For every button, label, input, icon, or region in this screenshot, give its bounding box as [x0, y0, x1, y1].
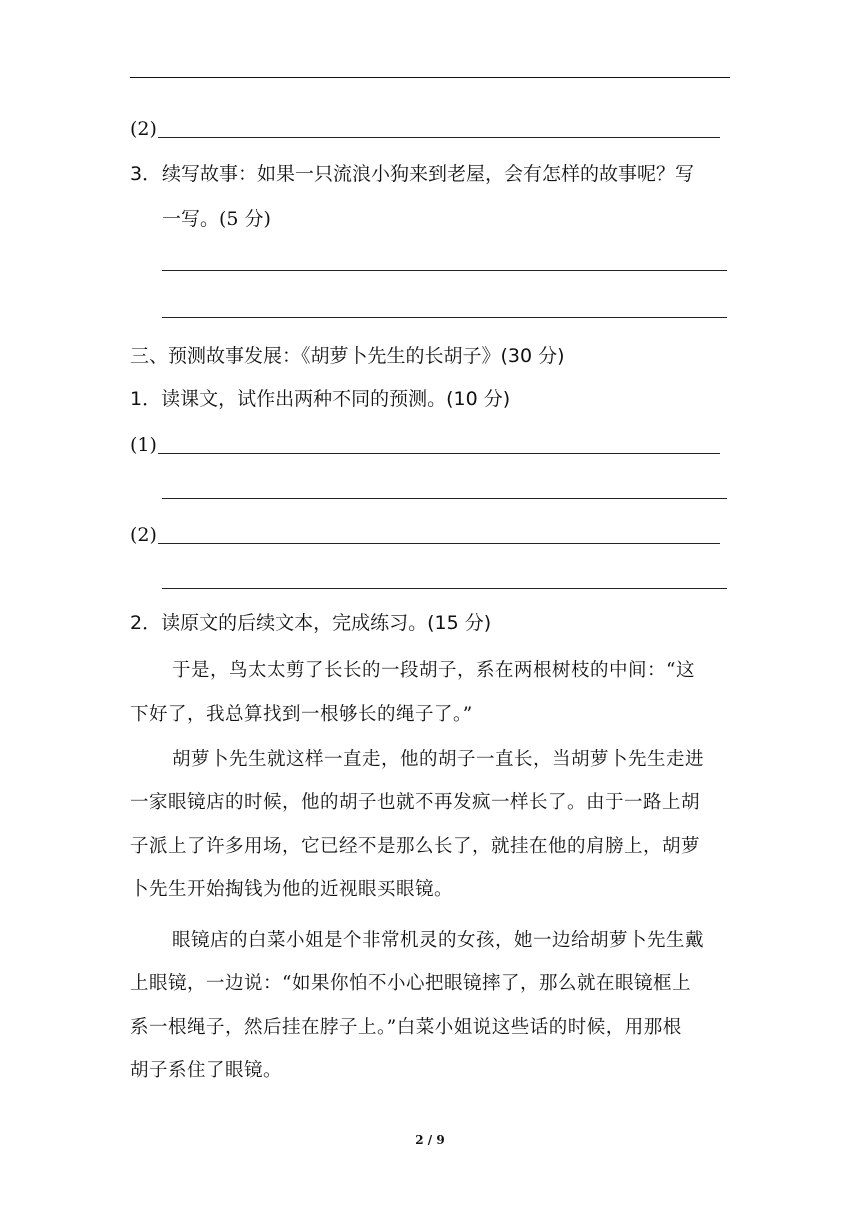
- s3-q1-sub1-answer-line[interactable]: [158, 453, 720, 454]
- s3-q2-text: 2．读原文的后续文本，完成练习。(15 分): [130, 612, 492, 634]
- passage-p3-line2: 上眼镜，一边说：“如果你怕不小心把眼镜摔了，那么就在眼镜框上: [130, 973, 691, 994]
- top-rule: [130, 77, 730, 78]
- q2-sub2-answer-line[interactable]: [158, 137, 720, 138]
- q3-number: 3．: [130, 163, 162, 185]
- passage-p2-line2: 一家眼镜店的时候，他的胡子也就不再发疯一样长了。由于一路上胡: [130, 792, 701, 813]
- page-number: 2 / 9: [415, 1133, 445, 1147]
- s3-q1-sub1-answer-line-2[interactable]: [162, 498, 727, 499]
- passage-p3-line3: 系一根绳子，然后挂在脖子上。”白菜小姐说这些话的时候，用那根: [130, 1017, 682, 1038]
- passage-p2-line4: 卜先生开始掏钱为他的近视眼买眼镜。: [130, 879, 454, 900]
- s3-q1-sub2-answer-line[interactable]: [158, 543, 720, 544]
- passage-p1-line2: 下好了，我总算找到一根够长的绳子了。”: [130, 704, 473, 725]
- q3-line1: 续写故事：如果一只流浪小狗来到老屋，会有怎样的故事呢？写: [162, 163, 695, 185]
- passage-p3-line1: 眼镜店的白菜小姐是个非常机灵的女孩，她一边给胡萝卜先生戴: [172, 930, 705, 951]
- passage-p2-line3: 子派上了许多用场，它已经不是那么长了，就挂在他的肩膀上，胡萝: [130, 836, 701, 857]
- passage-p1-line1: 于是，鸟太太剪了长长的一段胡子，系在两根树枝的中间：“这: [172, 660, 695, 681]
- passage-p3-line4: 胡子系住了眼镜。: [130, 1060, 283, 1081]
- s3-q1-text: 1．读课文，试作出两种不同的预测。(10 分): [130, 388, 511, 410]
- s3-q1-sub2-label: (2): [130, 524, 157, 546]
- section3-title: 三、预测故事发展：《胡萝卜先生的长胡子》(30 分): [130, 345, 565, 367]
- q3-answer-line-1[interactable]: [162, 270, 727, 271]
- s3-q1-sub2-answer-line-2[interactable]: [162, 588, 727, 589]
- q3-answer-line-2[interactable]: [162, 317, 727, 318]
- q2-sub2-label: (2): [130, 118, 157, 140]
- s3-q1-sub1-label: (1): [130, 434, 157, 456]
- passage-p2-line1: 胡萝卜先生就这样一直走，他的胡子一直长，当胡萝卜先生走进: [172, 749, 705, 770]
- q3-line2: 一写。(5 分): [162, 208, 271, 230]
